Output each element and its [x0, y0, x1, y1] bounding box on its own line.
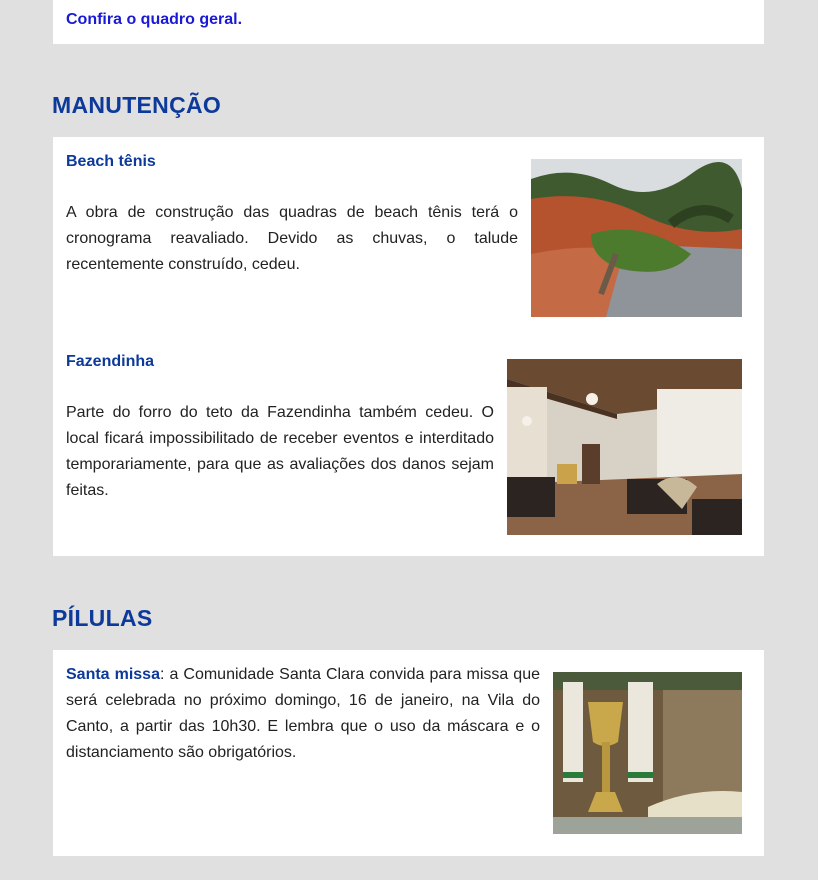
item-body-santa-missa: : a Comunidade Santa Clara convida para missa que será celebrada no próximo domingo, 16 de janeiro, na Vila do Canto, a partir das 10h30. E lembra que o uso da máscara e o distanciamento são obrigatórios.: [66, 666, 541, 761]
item-text-fazendinha: Parte do forro do teto da Fazendinha também cedeu. O local ficará impossibilitado de receber eventos e interditado temporariamente, para que as avaliações dos danos sejam feitas.: [66, 404, 494, 499]
manutencao-card: [53, 137, 764, 556]
section-title-manutencao: MANUTENÇÃO: [52, 92, 222, 118]
item-text-santa-missa: [66, 662, 540, 766]
pilulas-card: [53, 650, 764, 856]
item-lead-santa-missa: Santa missa: [66, 666, 160, 683]
santa-missa-photo: [553, 672, 742, 834]
item-title-beach-tenis: Beach tênis: [66, 153, 156, 170]
top-card: [53, 0, 764, 44]
section-title-pilulas: PÍLULAS: [52, 605, 153, 631]
item-title-fazendinha: Fazendinha: [66, 353, 155, 370]
quadro-geral-link[interactable]: Confira o quadro geral.: [66, 11, 243, 28]
fazendinha-photo: [507, 359, 742, 535]
beach-tenis-photo: [531, 159, 742, 317]
item-text-beach-tenis: A obra de construção das quadras de beach tênis terá o cronograma reavaliado. Devido as chuvas, o talude recentemente construído, cedeu.: [66, 204, 518, 273]
